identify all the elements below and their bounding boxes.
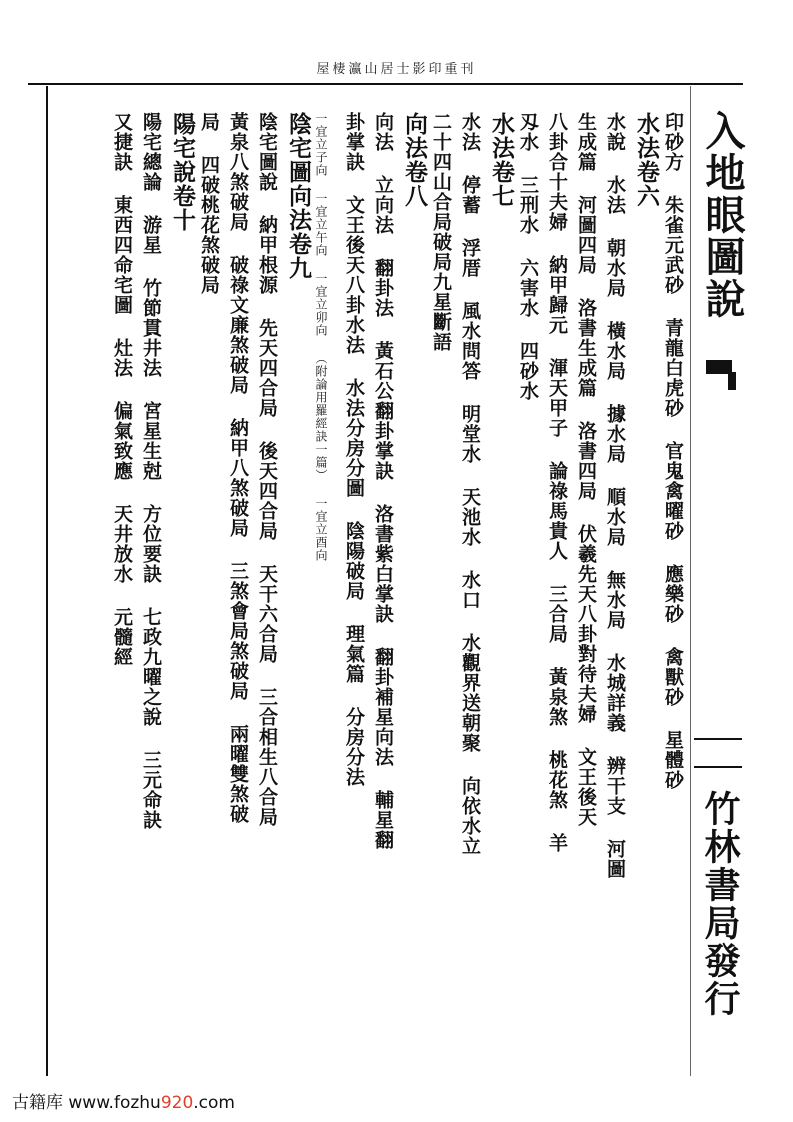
top-rule [28,83,743,85]
toc-column: 水說 水法 朝水局 橫水局 據水局 順水局 無水局 水城詳義 辨干支 河圖 [604,112,626,879]
chapter-heading: 陰宅圖向法卷九 [285,112,312,280]
title-divider [690,86,691,1076]
toc-column: 局 四破桃花煞破局 [198,112,220,295]
chapter-heading: 水法卷六 [633,112,660,208]
toc-column: 向法 立向法 翻卦法 黃石公翻卦掌訣 洛書紫白掌訣 翻卦補星向法 輔星翻 [372,112,394,850]
toc-column: 一宜立子向 一宜立午向 一宜立卯向 （附論用羅經訣一篇） 一宜立酉向 [314,112,328,562]
publisher-rule-top [694,738,742,740]
chapter-heading: 陽宅說卷十 [169,112,196,232]
toc-column: 刄水 三刑水 六害水 四砂水 [517,112,539,401]
toc-column: 生成篇 河圖四局 洛書生成篇 洛書四局 伏羲先天八卦對待夫婦 文王後天 [575,112,597,827]
toc-column: 二十四山合局破局九星斷語 [430,112,452,352]
chapter-heading: 向法卷八 [401,112,428,208]
watermark-footer [12,1088,235,1113]
toc-column: 八卦合十夫婦 納甲歸元 渾天甲子 論祿馬貴人 三合局 黃泉煞 桃花煞 羊 [546,112,568,853]
book-title: 入地眼圖說 [699,110,746,320]
chapter-heading: 水法卷七 [488,112,515,208]
toc-column: 陰宅圖說 納甲根源 先天四合局 後天四合局 天干六合局 三合相生八合局 [256,112,278,827]
footer-suffix: .com [193,1093,235,1113]
toc-column: 水法 停蓄 浮厝 風水問答 明堂水 天池水 水口 水觀界送朝聚 向依水立 [459,112,481,856]
footer-prefix: 古籍库 www.fozhu [12,1093,161,1113]
left-frame-line [46,86,48,1076]
toc-column: 卦掌訣 文王後天八卦水法 水法分房分圖 陰陽破局 理氣篇 分房分法 [343,112,365,787]
publisher-rule-bottom [694,766,742,768]
toc-column: 又捷訣 東西四命宅圖 灶法 偏氣致應 天井放水 元髓經 [111,112,133,667]
toc-column: 印砂方 朱雀元武砂 青龍白虎砂 官鬼禽曜砂 應樂砂 禽獸砂 星體砂 [662,112,684,790]
toc-column: 黃泉八煞破局 破祿文廉煞破局 納甲八煞破局 三煞會局煞破局 兩曜雙煞破 [227,112,249,824]
page-header: 屋棲瀛山居士影印重刊 [316,62,477,77]
footer-accent: 920 [160,1093,194,1113]
publisher-name: 竹林書局發行 [699,790,741,1018]
toc-column: 陽宅總論 游星 竹節貫井法 宮星生尅 方位要訣 七政九曜之說 三元命訣 [140,112,162,830]
title-ornament-tail [728,372,736,390]
